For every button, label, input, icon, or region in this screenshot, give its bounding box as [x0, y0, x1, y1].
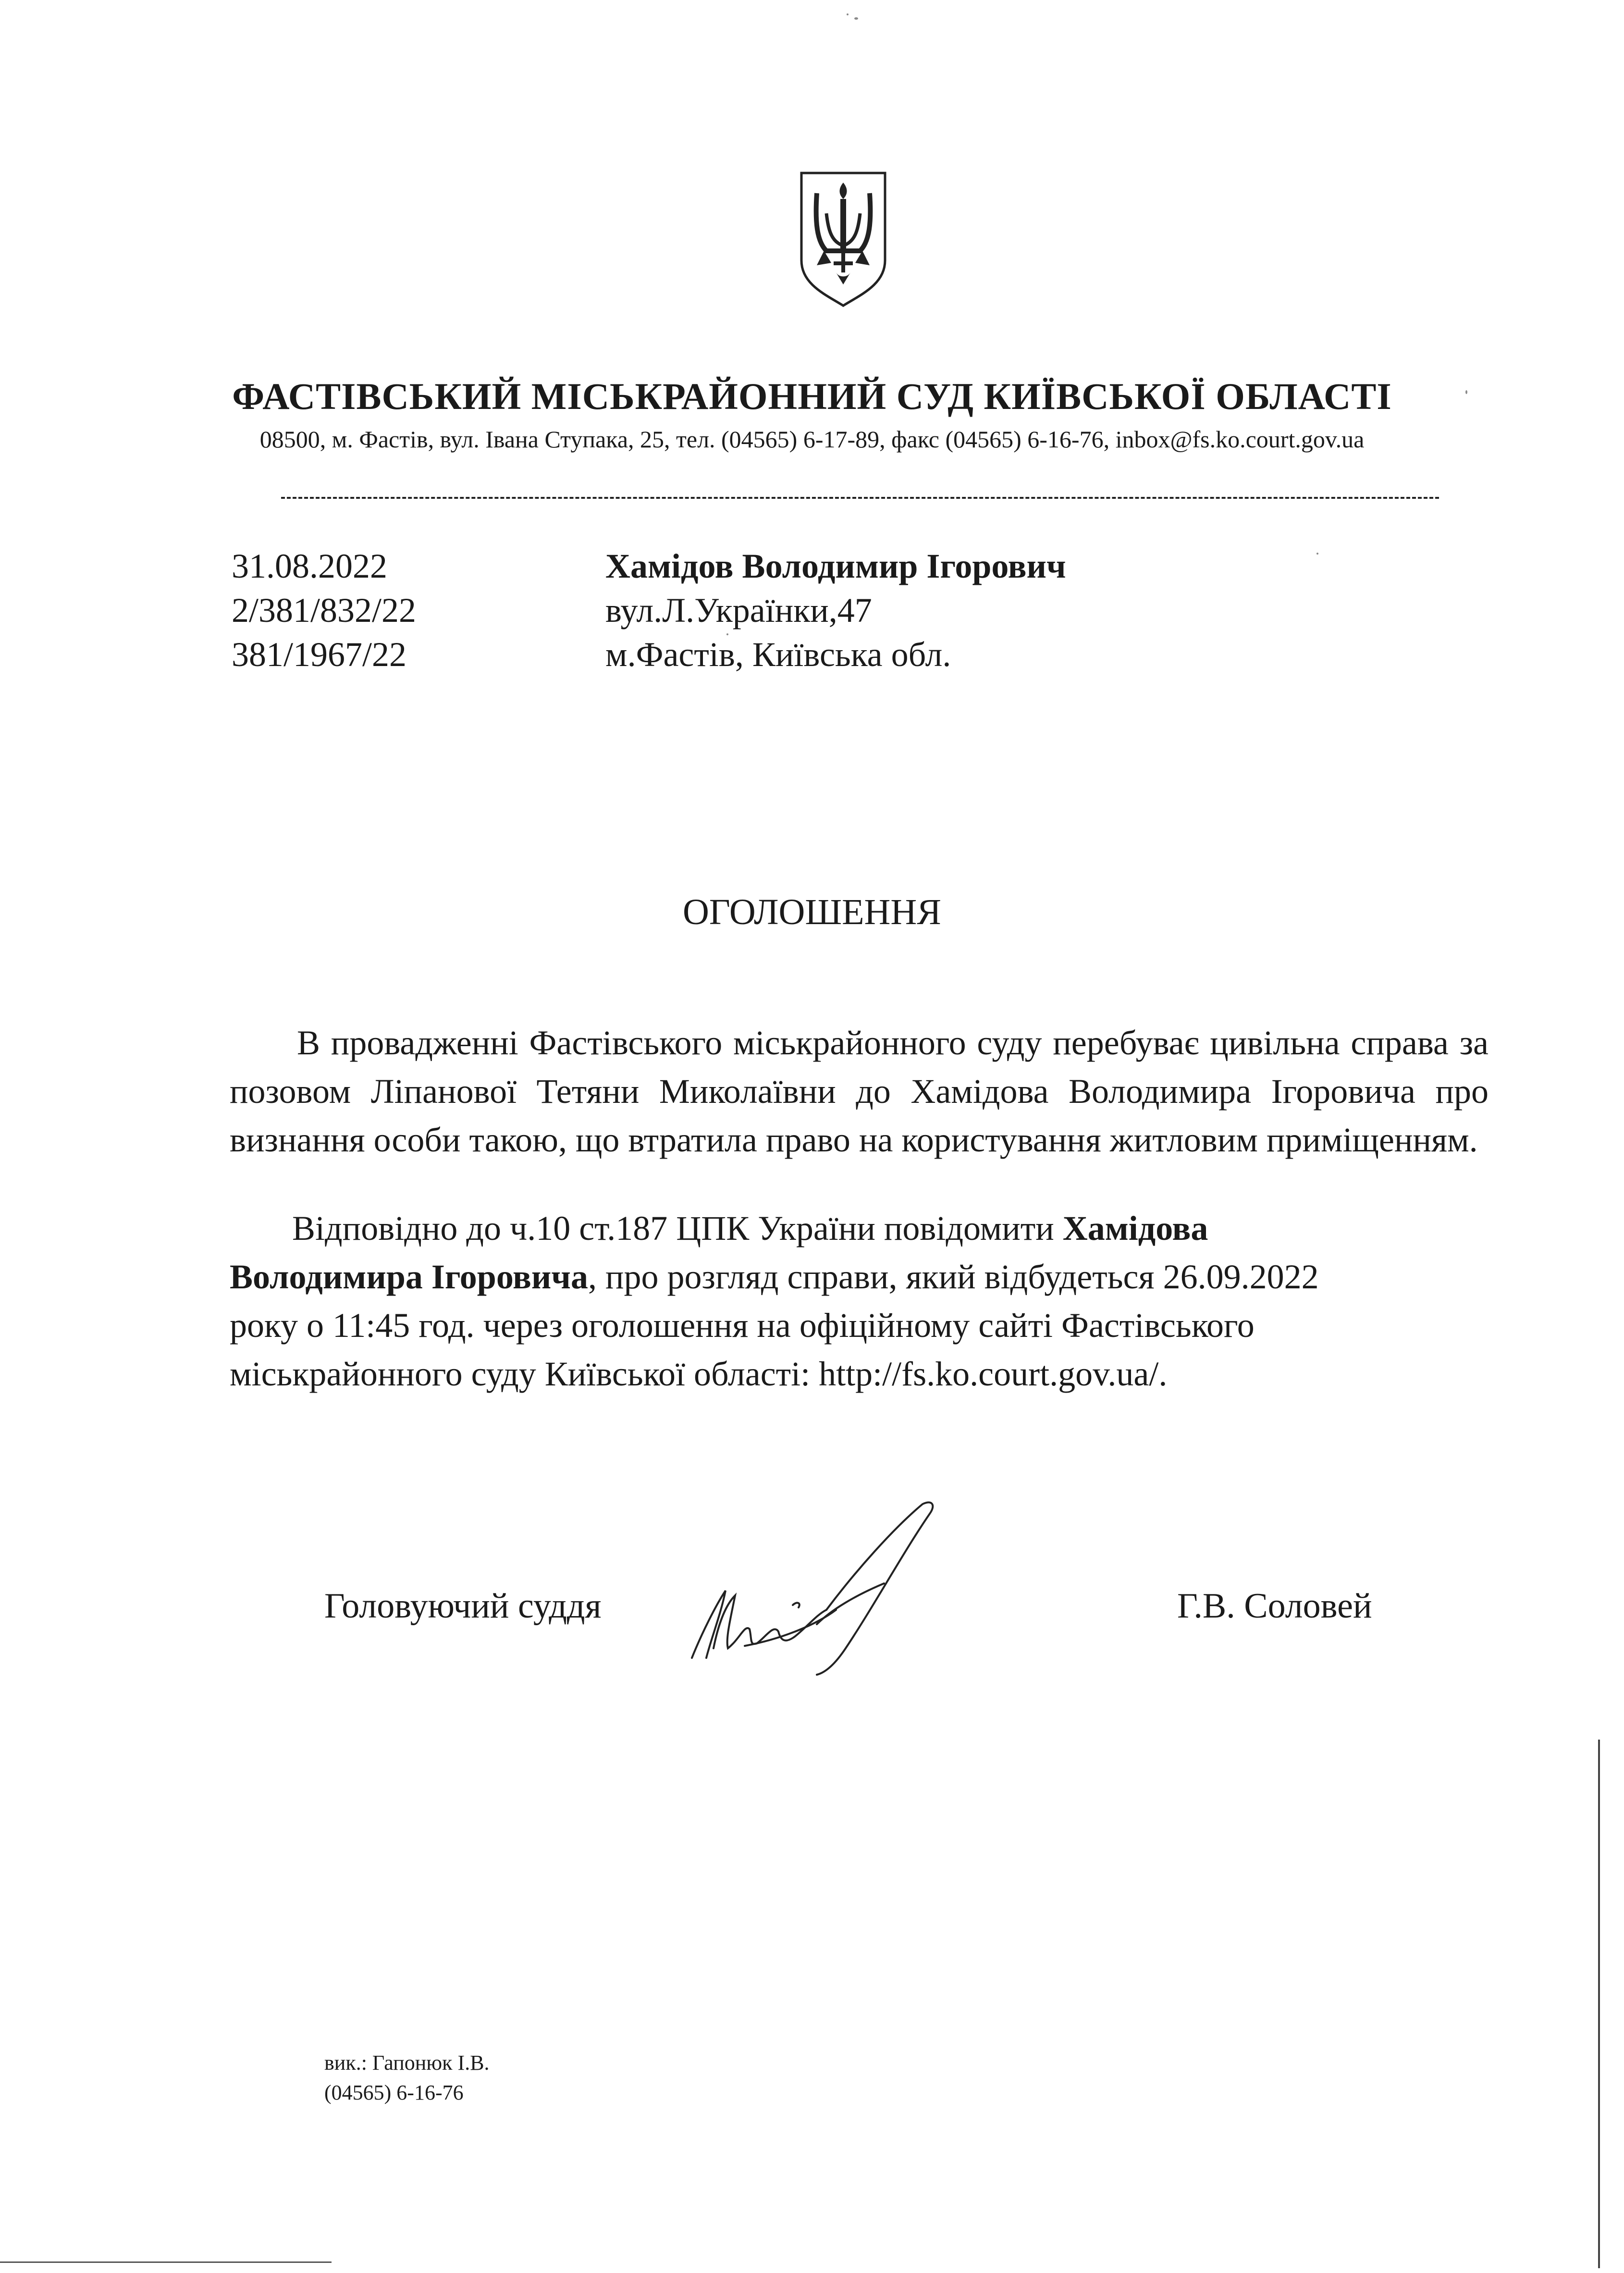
- paragraph-2-line-2: [230, 1253, 1489, 1301]
- recipient-block: [605, 544, 1066, 677]
- scan-speck: [847, 13, 849, 15]
- body-paragraph-2: [230, 1204, 1489, 1398]
- scan-speck: [1316, 553, 1318, 555]
- outgoing-number: 2/381/832/22: [232, 591, 417, 630]
- paragraph-2-line-4: міськрайонного суду Київської області: http://fs.ko.court.gov.ua/.: [230, 1355, 1168, 1393]
- executor-name: вик.: Гапонюк І.В.: [324, 2051, 490, 2075]
- case-number: 381/1967/22: [232, 635, 407, 674]
- paragraph-2-line-3: року о 11:45 год. через оголошення на офіційному сайті Фастівського: [230, 1306, 1255, 1345]
- paragraph-2-line-1: [230, 1204, 1489, 1253]
- judge-position: Головуючий суддя: [324, 1586, 602, 1626]
- scan-edge-line: [0, 2261, 332, 2263]
- court-name: ФАСТІВСЬКИЙ МІСЬКРАЙОННИЙ СУД КИЇВСЬКОЇ ОБЛАСТІ: [232, 375, 1392, 417]
- document-title: ОГОЛОШЕННЯ: [682, 892, 941, 932]
- executor-block: [324, 2048, 490, 2108]
- coat-of-arms-icon: [798, 169, 889, 309]
- recipient-street: вул.Л.Українки,47: [605, 591, 872, 630]
- header-divider: [281, 497, 1439, 499]
- hearing-date-text: , про розгляд справи, який відбудеться 26.09.2022: [588, 1258, 1319, 1296]
- recipient-city: м.Фастів, Київська обл.: [605, 635, 951, 674]
- scan-speck: [854, 17, 858, 20]
- notified-given-names: Володимира Ігоровича: [230, 1258, 589, 1296]
- notified-surname: Хамідова: [1062, 1209, 1208, 1248]
- handwritten-signature: [673, 1480, 1047, 1682]
- document-meta: [232, 544, 416, 677]
- paragraph-2-start: Відповідно до ч.10 ст.187 ЦПК України повідомити: [292, 1209, 1054, 1248]
- judge-name: Г.В. Соловей: [1177, 1586, 1372, 1626]
- court-address: 08500, м. Фастів, вул. Івана Ступака, 25, тел. (04565) 6-17-89, факс (04565) 6-16-76, inbox@fs.ko.court.gov.ua: [259, 426, 1365, 453]
- executor-phone: (04565) 6-16-76: [324, 2081, 464, 2104]
- paragraph-1-text: В провадженні Фастівського міськрайонного суду перебуває цивільна справа за позовом Ліпанової Тетяни Миколаївни до Хамідова Володимира Ігоровича про визнання особи такою, що втратила право на користування житловим приміщенням.: [230, 1024, 1489, 1159]
- recipient-name: Хамідов Володимир Ігорович: [605, 547, 1066, 585]
- body-paragraph-1: [230, 1019, 1489, 1164]
- scan-edge-line: [1598, 1740, 1600, 2268]
- document-date: 31.08.2022: [232, 547, 387, 585]
